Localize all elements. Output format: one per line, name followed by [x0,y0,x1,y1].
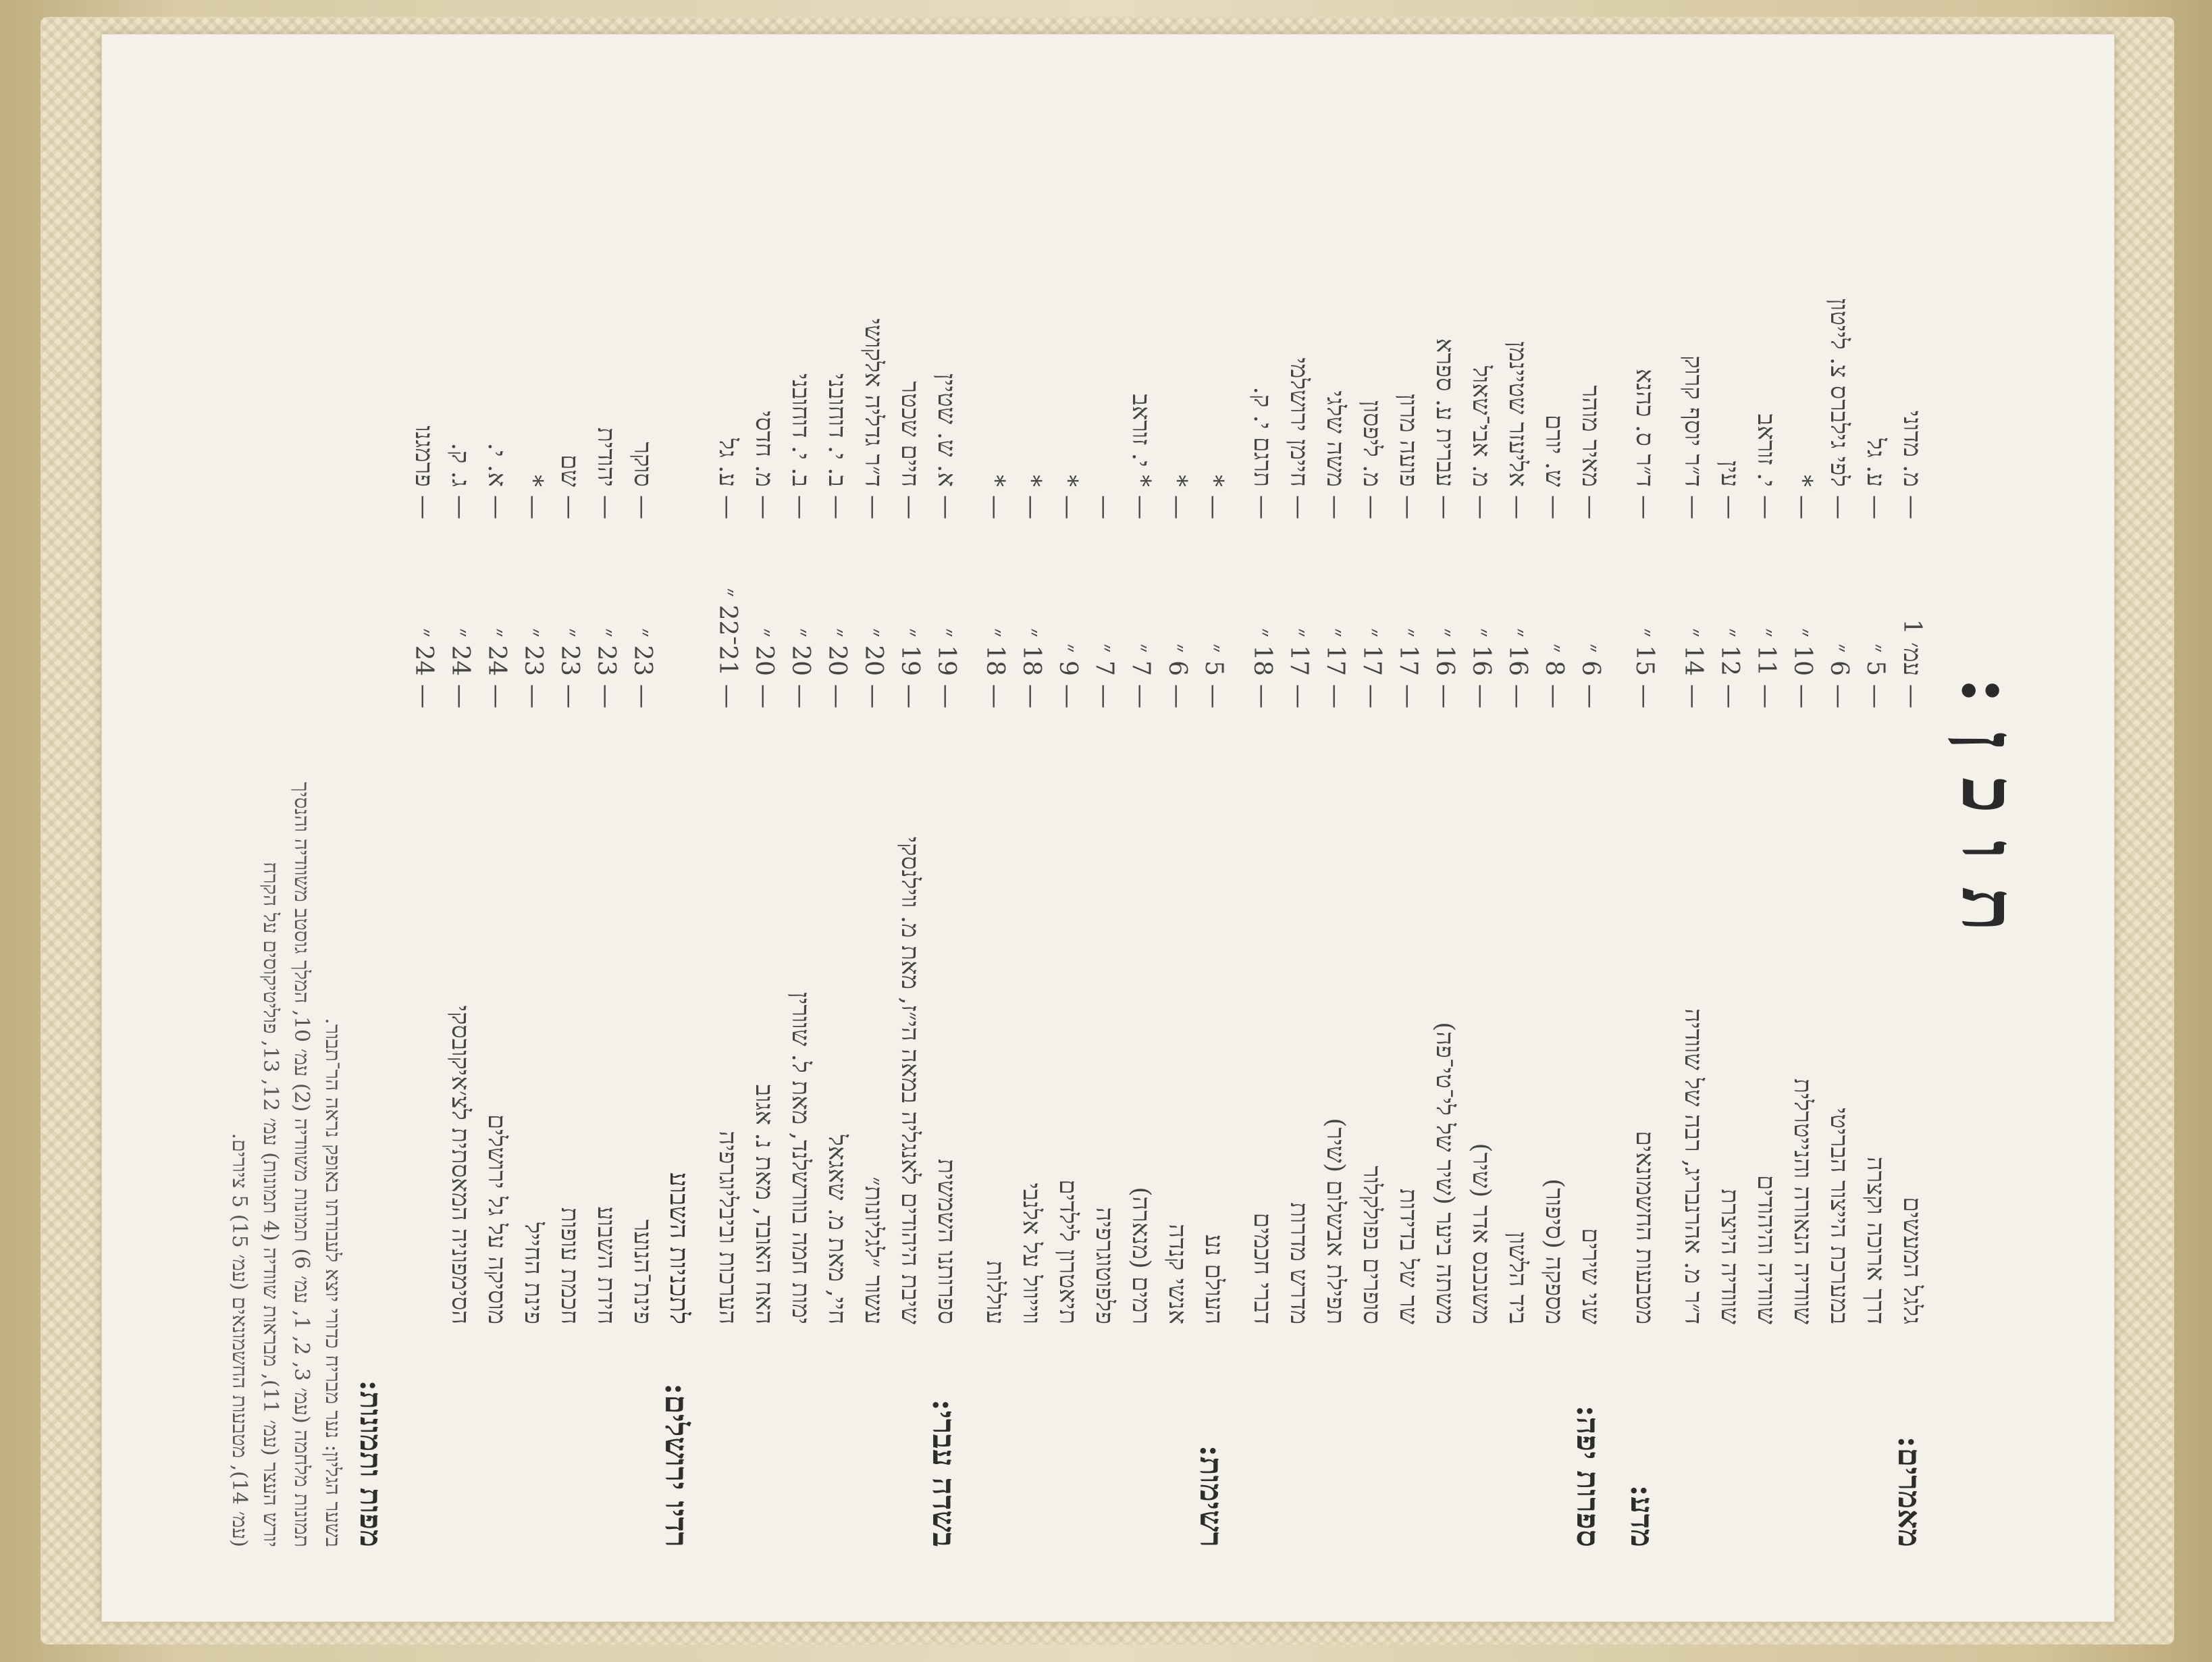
entry-title: האח האובד, מאת נ. אגוב [750,1084,778,1324]
toc-entry [1675,88,1712,1324]
dash-separator: — [1163,684,1192,708]
entry-page: 17 ״ [1358,628,1386,676]
entry-page: 16 ״ [1467,628,1495,676]
entry-page: 23 ״ [556,628,583,676]
toc-entry [515,88,552,1324]
entry-page: 9 ״ [1054,643,1082,676]
dash-separator: — [1054,684,1082,708]
dash-separator: — [1862,684,1890,708]
dash-separator: — [1789,495,1817,519]
entry-title: ביד הלשון [1504,1232,1531,1324]
toc-entry [1858,88,1894,1324]
entry-title: אנשי קנדה [1163,1224,1191,1324]
dash-separator: — [1862,495,1890,519]
entry-page: 24 ״ [410,628,438,676]
dash-separator: — [1285,684,1313,708]
dash-separator: — [714,684,742,708]
dash-separator: — [1789,684,1817,708]
dash-separator: — [556,684,584,708]
dash-separator: — [1540,684,1569,708]
entry-title: פלפוטוגרפיה [1090,1207,1118,1324]
entry-author: פרמגנו [410,425,438,487]
dash-separator: — [1163,495,1192,519]
dash-separator: — [1467,495,1496,519]
entry-author: סוקר [629,442,656,487]
dash-separator: — [1825,495,1853,519]
entry-title: ווייוול על אלנבי [1018,1183,1045,1324]
toc-entry [1123,88,1159,1324]
entry-page: 16 ״ [1431,628,1458,676]
entry-author: מ. אבי־שאול [1467,365,1495,487]
dash-separator: — [446,684,475,708]
dash-separator: — [1127,495,1155,519]
dash-separator: — [519,495,548,519]
entry-title: דברי חכמים [1248,1212,1276,1324]
section-heading: מאמרים: [1891,1436,1928,1547]
footer-heading: מפות ותמונות: [353,1380,388,1547]
entry-title: ימות חמה בוורשלנד, מאת ל. שוורין [787,991,814,1324]
dash-separator: — [1716,684,1744,708]
dash-separator: — [1248,684,1277,708]
entry-title: הסימפוניה המאסתית לצ׳איקובסקי [446,1005,474,1324]
images-footer [223,88,386,1547]
toc-entry [1821,88,1858,1324]
toc-entry [1159,88,1196,1324]
dash-separator: — [1394,495,1423,519]
dash-separator: — [1825,684,1853,708]
dash-separator: — [1358,495,1386,519]
section-radio [406,88,697,1547]
entry-page: 24 ״ [446,628,474,676]
entry-author: לפי גילברס צ. לייטון [1825,298,1853,487]
entry-author: י. זוראב [1752,413,1780,487]
entry-page: 6 ״ [1577,643,1604,676]
entry-title: משנכנס אדר (שיר) [1467,1143,1495,1324]
footer-line: בשער הגליון: נער מבריח כדורי יוצא לעבודתו באופק נראה הר־תבור. [321,1018,344,1547]
section-body [710,88,965,1324]
toc-entry [1390,88,1427,1324]
toc-entry [1317,88,1354,1324]
footer-line: תמונות מלחמה (עמ׳ 3, 2, 1, עמ׳ 6) תמונות משוודיה (2) עמ׳ 10, המלך גוסטב משוודיה והנסיך [290,781,313,1547]
page-title: תוכן: [1945,677,2032,959]
entry-author: * [519,475,548,487]
dash-separator: — [1018,495,1046,519]
entry-author: עברית ע. ספרא [1431,338,1458,487]
dash-separator: — [446,495,475,519]
entry-title: הערכות וביבליוגרפיה [714,1131,741,1324]
dash-separator: — [1090,684,1119,708]
entry-title: שוודיה היוצרת [1716,1189,1743,1324]
footer-line: (עמ׳ 14), מטבעות החשמונאים (עמ׳ 15) 5 ציורים. [228,1133,251,1547]
entry-title: מוסיקה על גל ירושלים [483,1114,510,1324]
toc-entry [442,88,479,1324]
entry-title: ד״ר מ. אהרנבריג, רבה של שוודיה [1679,1008,1707,1324]
entry-author: משה שלגי [1321,390,1349,487]
entry-author: חיים שכטר [896,381,924,487]
toc-entry [1627,88,1663,1324]
dash-separator: — [629,495,657,519]
section-subheading: לתכניות השבוע [664,1172,694,1324]
section-body [1621,88,1663,1324]
entry-title: עשור ״לגליונות״ [860,1176,887,1324]
dash-separator: — [592,684,621,708]
dash-separator: — [1054,495,1082,519]
dash-separator: — [1716,495,1744,519]
entry-author: ב. י. דוחובני [787,373,814,487]
entry-author: פועה מרון [1394,393,1422,487]
toc-entry [977,88,1013,1324]
section-maamarim [1675,88,1930,1547]
dash-separator: — [410,495,438,519]
entry-page: 19 ״ [896,628,924,676]
dash-separator: — [1200,495,1228,519]
contents-page [101,34,2115,1622]
entry-page: 23 ״ [592,628,620,676]
section-heading: מדע: [1624,1484,1660,1547]
dash-separator: — [750,684,779,708]
section-heading: ספרות יפה: [1570,1405,1606,1547]
toc-entry [819,88,855,1324]
entry-author: אליעזר שטיינמן [1504,341,1531,487]
entry-title: תפילת אבשלום (שיר) [1321,1118,1349,1324]
toc-entry [625,88,661,1324]
dash-separator: — [1090,495,1119,519]
section-body [406,88,697,1324]
table-of-contents [196,48,2060,1588]
entry-page: 16 ״ [1504,628,1531,676]
entry-author: * [981,475,1009,487]
entry-title: חיי, מאת מ. שאגאל [823,1134,851,1324]
section-heading: רדיו ירושלים: [658,1383,695,1547]
toc-entry [588,88,625,1324]
dash-separator: — [1018,684,1046,708]
entry-page: 7 ״ [1127,643,1155,676]
entry-author: ע. גל [1862,438,1889,487]
entry-title: שוודיה והיהודים [1752,1174,1780,1324]
footer-line: יורש העצר (עמ׳ 11), מבראות שוודיה (4 תמונות) עמ׳ 12, 13, פוליטיקוסים על הקרח [259,862,282,1547]
entry-page: 5 ״ [1200,643,1228,676]
entry-title: סופרים בפולקלור [1358,1166,1386,1324]
entry-page: 20 ״ [750,628,778,676]
entry-author: * [1163,475,1192,487]
dash-separator: — [1200,684,1228,708]
toc-entry [928,88,965,1324]
entry-page: 20 ״ [860,628,887,676]
entry-author: * [1789,475,1817,487]
toc-entry [406,88,442,1324]
dash-separator: — [1631,684,1659,708]
section-sade [710,88,965,1547]
entry-author: ש. יורם [1540,414,1568,487]
dash-separator: — [787,495,815,519]
dash-separator: — [1898,684,1926,708]
dash-separator: — [1431,684,1459,708]
dash-separator: — [981,684,1009,708]
entry-page: 15 ״ [1631,628,1658,676]
toc-entry [1712,88,1748,1324]
toc-entry [783,88,819,1324]
toc-entry [1244,88,1281,1324]
toc-entry [1500,88,1536,1324]
toc-entry [892,88,928,1324]
entry-title: עוללות [981,1260,1009,1324]
dash-separator: — [932,495,961,519]
toc-entry [1013,88,1050,1324]
entry-title: שר של בדידות [1394,1189,1422,1324]
dash-separator: — [1752,684,1781,708]
dash-separator: — [1679,495,1708,519]
entry-author: שם [556,455,583,487]
dash-separator: — [1467,684,1496,708]
dash-separator: — [1285,495,1313,519]
entry-title: דרך ארוכה וקצרה [1862,1156,1889,1324]
entry-title: במערכת הייצור הבריטי [1825,1108,1853,1324]
dash-separator: — [896,495,924,519]
dash-separator: — [1248,495,1277,519]
toc-entry [1196,88,1232,1324]
entry-author: מ. מדוני [1898,410,1926,487]
section-reshimot [977,88,1232,1547]
entry-page: 23 ״ [629,628,656,676]
entry-title: מדרש מדרות [1285,1202,1313,1324]
dash-separator: — [860,684,888,708]
dash-separator: — [1431,495,1459,519]
entry-author: ב. י. דוחובני [823,373,851,487]
dash-separator: — [1504,684,1532,708]
entry-page: 12 ״ [1716,628,1743,676]
dash-separator: — [556,495,584,519]
entry-title: ספרותנו השמשית [932,1159,960,1324]
toc-entry [1354,88,1390,1324]
dash-separator: — [1898,495,1926,519]
entry-author: * [1018,475,1046,487]
dash-separator: — [787,684,815,708]
dash-separator: — [981,495,1009,519]
toc-entry [479,88,515,1324]
dash-separator: — [483,495,511,519]
entry-page: 10 ״ [1789,628,1816,676]
toc-entry [1536,88,1573,1324]
entry-page: 6 ״ [1825,643,1853,676]
toc-entry [1463,88,1500,1324]
dash-separator: — [1321,684,1350,708]
entry-page: 5 ״ [1862,643,1889,676]
section-mada [1621,88,1663,1547]
dash-separator: — [519,684,548,708]
entry-author: ג. ק. [446,442,474,487]
entry-author: * י. זוראב [1127,394,1155,487]
toc-entry [710,88,746,1324]
dash-separator: — [823,495,851,519]
toc-entry [1573,88,1609,1324]
toc-entry [1281,88,1317,1324]
dash-separator: — [1504,495,1532,519]
entry-author: חיימן ירושלמי [1285,357,1313,487]
dash-separator: — [1540,495,1569,519]
entry-title: חכמת עופות [556,1207,583,1324]
entry-author: ד״ר גדליה אלקושי [860,318,887,487]
rotated-content [169,48,2060,1588]
section-body [1244,88,1609,1324]
dash-separator: — [714,495,742,519]
entry-page: 11 ״ [1752,628,1780,676]
entry-title: העולם נע [1200,1234,1228,1324]
sections-container [406,88,1930,1547]
entry-title: שני שירים [1577,1228,1604,1324]
entry-author: מ. חדסי [750,411,778,487]
entry-title: תיאטרון לילדים [1054,1179,1082,1324]
entry-title: משתה ביער (שיר של לי־טי־פה) [1431,1022,1458,1324]
entry-title: חידת השבוע [592,1206,620,1324]
dash-separator: — [896,684,924,708]
entry-author: עין [1716,461,1743,487]
toc-entry [1894,88,1930,1324]
toc-entry [746,88,783,1324]
section-body [1675,88,1930,1324]
entry-page: 19 ״ [932,628,960,676]
entry-page: 20 ״ [823,628,851,676]
entry-title: פינת החייל [519,1222,547,1324]
entry-page: 6 ״ [1163,643,1191,676]
toc-entry [1086,88,1123,1324]
section-heading: רשימות: [1193,1445,1230,1547]
dash-separator: — [410,684,438,708]
toc-entry [1785,88,1821,1324]
dash-separator: — [629,684,657,708]
entry-page: 18 ״ [1248,628,1276,676]
entry-page: 24 ״ [483,628,510,676]
entry-author: מאיר מוהר [1577,385,1604,487]
dash-separator: — [860,495,888,519]
entry-title: גלגל המעשים [1898,1197,1926,1324]
entry-page: 18 ״ [981,628,1009,676]
dash-separator: — [1358,684,1386,708]
dash-separator: — [1752,495,1781,519]
entry-author: * [1200,475,1228,487]
toc-entry [1050,88,1086,1324]
toc-entry [552,88,588,1324]
entry-title: מספקה (סיפור) [1540,1178,1568,1324]
dash-separator: — [592,495,621,519]
entry-author: ע. גל [714,438,741,487]
toc-entry [1748,88,1785,1324]
toc-entry [855,88,892,1324]
dash-separator: — [1577,495,1605,519]
entry-author: א. י. [483,442,510,487]
dash-separator: — [1631,495,1659,519]
entry-title: פינת־הנוער [629,1219,656,1324]
entry-page: 20 ״ [787,628,814,676]
entry-page: 18 ״ [1018,628,1045,676]
entry-title: רמים (מנארה) [1127,1187,1155,1324]
entry-page: 17 ״ [1321,628,1349,676]
entry-author: ד״ר יוסף קרוק [1679,355,1707,487]
dash-separator: — [1321,495,1350,519]
dash-separator: — [932,684,961,708]
entry-page: 14 ״ [1679,628,1707,676]
entry-page: עמ׳ 1 [1898,619,1926,676]
dash-separator: — [750,495,779,519]
dash-separator: — [1394,684,1423,708]
entry-title: שוודיה הנאורה והנייטרלית [1789,1078,1816,1324]
entry-page: 17 ״ [1285,628,1313,676]
entry-author: יהודית [592,427,620,487]
dash-separator: — [1577,684,1605,708]
entry-author: א. ש. שטיין [932,373,960,487]
entry-page: 8 ״ [1540,643,1568,676]
entry-page: 21־22 ״ [714,588,741,676]
section-sifrut [1244,88,1609,1547]
entry-author: מ. ליפסון [1358,400,1386,487]
entry-title: שיבת היהודים לאנגליה במאה הי״ז, מאת מ. ווילנסקי [896,836,924,1324]
dash-separator: — [1679,684,1708,708]
entry-author: ד״ר ס. כהנא [1631,368,1658,487]
entry-author: תרגם י. ק. [1248,386,1276,487]
entry-title: מטבעות החשמונאים [1631,1131,1658,1324]
dash-separator: — [1127,684,1155,708]
toc-entry [1427,88,1463,1324]
dash-separator: — [483,684,511,708]
entry-page: 17 ״ [1394,628,1422,676]
section-heading: בשדה עברי: [926,1399,962,1547]
dash-separator: — [823,684,851,708]
entry-author: * [1054,475,1082,487]
entry-page: 23 ״ [519,628,547,676]
section-body [977,88,1232,1324]
entry-page: 7 ״ [1090,643,1118,676]
